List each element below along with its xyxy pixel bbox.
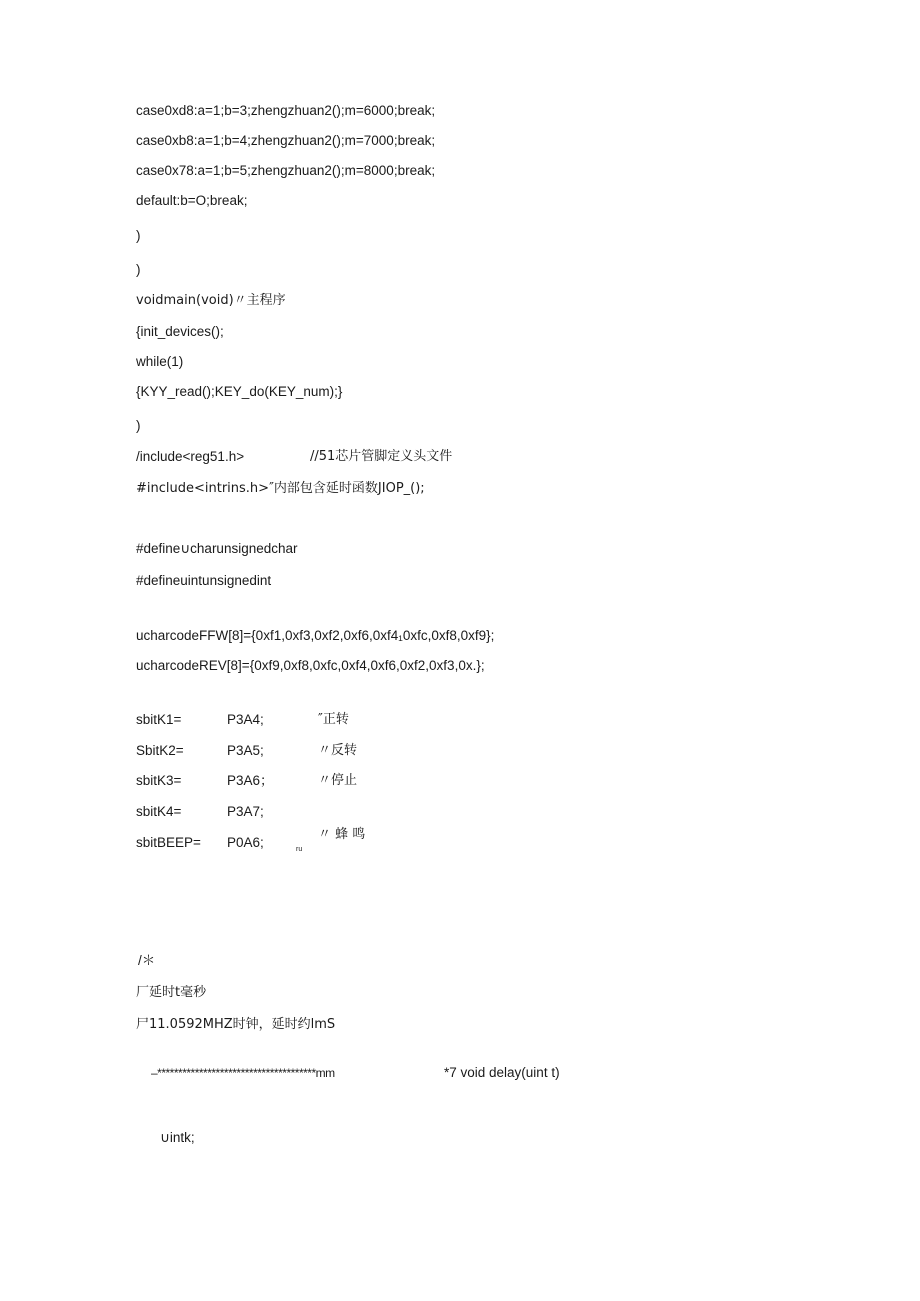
comment-line: 厂延时t毫秒 [136,985,207,1000]
comment-stars: –**************************************mm [151,1066,335,1080]
sbit-name: SbitK2= [136,743,184,758]
sbit-name: sbitBEEP= [136,835,201,850]
comment-start: /＊ [138,953,156,968]
code-line: ) [136,262,141,277]
code-line: ) [136,418,141,433]
sbit-comment: 〃反转 [318,743,358,758]
sbit-pin: P3A5; [227,743,264,758]
code-comment: //51芯片管脚定义头文件 [310,449,453,464]
code-line: /include<reg51.h> [136,449,245,464]
code-line: ) [136,228,141,243]
sbit-name: sbitK4= [136,804,182,819]
sbit-comment: ″正转 [318,712,349,727]
code-line: case0xb8:a=1;b=4;zhengzhuan2();m=7000;break; [136,133,436,148]
comment-line: 尸11.0592MHZ时钟，延时约lmS [136,1017,336,1032]
code-line: {KYY_read();KEY_do(KEY_num);} [136,384,343,399]
code-line: voidmain(void)〃主程序 [136,293,286,308]
sbit-comment: 〃停止 [318,773,358,788]
code-line: case0xd8:a=1;b=3;zhengzhuan2();m=6000;break; [136,103,436,118]
code-line: default:b=O;break; [136,193,248,208]
sbit-comment: 〃 蜂 鸣 [318,827,366,842]
code-line: *7 void delay(uint t) [444,1065,560,1080]
code-line: #define∪charunsignedchar [136,541,298,556]
sbit-pin: P3A4; [227,712,264,727]
sbit-pin: P3A6； [227,773,274,788]
sbit-name: sbitK3= [136,773,182,788]
code-line: {init_devices(); [136,324,224,339]
code-line: #include<intrins.h>″内部包含延时函数JIOP_(); [136,481,425,496]
code-line: while(1) [136,354,184,369]
code-line: ucharcodeFFW[8]={0xf1,0xf3,0xf2,0xf6,0xf4₁0xfc,0xf8,0xf9}; [136,628,495,643]
code-line: #defineuintunsignedint [136,573,272,588]
code-line: ucharcodeREV[8]={0xf9,0xf8,0xfc,0xf4,0xf6,0xf2,0xf3,0x.}; [136,658,485,673]
code-line: ∪intk; [160,1130,195,1145]
stray-mark: ru [296,846,303,853]
code-line: case0x78:a=1;b=5;zhengzhuan2();m=8000;break; [136,163,436,178]
sbit-name: sbitK1= [136,712,182,727]
sbit-pin: P3A7; [227,804,264,819]
sbit-pin: P0A6; [227,835,264,850]
